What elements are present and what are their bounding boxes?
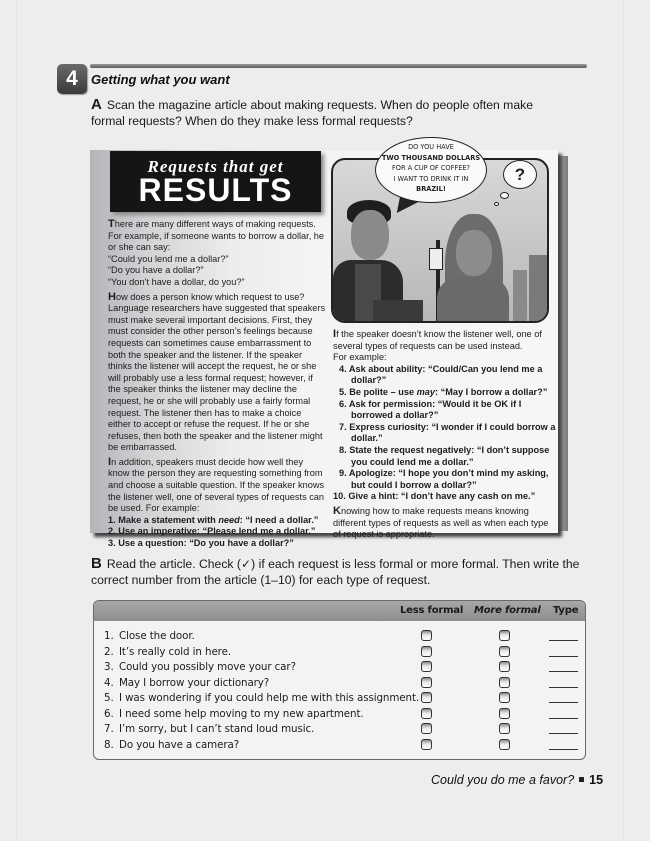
table-row: [94, 645, 585, 661]
more-formal-checkbox[interactable]: [499, 630, 510, 641]
paragraph-text: here are many different ways of making requests. For example, if someone wants to borrow a dollar, he or she can say:: [108, 219, 325, 253]
building-icon: [529, 255, 547, 323]
article-left-column: [108, 219, 326, 553]
exercise-a-instruction: [91, 97, 561, 129]
building-icon: [513, 270, 527, 323]
page-edge: [623, 0, 624, 841]
formality-table: [93, 600, 586, 760]
request-text: 5. I was wondering if you could help me with this assignment.: [104, 692, 420, 704]
request-type-item: 5. Be polite – use may: “May I borrow a dollar?”: [339, 386, 548, 397]
more-formal-checkbox[interactable]: [499, 708, 510, 719]
table-rows: [94, 629, 585, 753]
less-formal-checkbox[interactable]: [421, 630, 432, 641]
table-row: [94, 691, 585, 707]
woman-figure: [437, 278, 509, 323]
article-paragraph-3: [108, 457, 326, 550]
request-text: 2. It’s really cold in here.: [104, 645, 231, 658]
more-formal-checkbox[interactable]: [499, 661, 510, 672]
table-row: [94, 676, 585, 692]
speech-line: DO YOU HAVE: [408, 143, 454, 151]
type-answer-blank[interactable]: [549, 718, 578, 719]
page-number: 15: [589, 773, 604, 787]
article-paragraph-2: [108, 292, 326, 454]
thought-bubble-dot: [500, 192, 509, 199]
paragraph-text: nowing how to make requests means knowing different types of requests as well as when each type of request is appropriate.: [333, 505, 549, 540]
less-formal-checkbox[interactable]: [421, 708, 432, 719]
drop-cap: I: [108, 455, 112, 468]
more-formal-checkbox[interactable]: [499, 677, 510, 688]
sign: [429, 248, 443, 270]
column-header-more-formal: More formal: [474, 605, 541, 616]
drop-cap: H: [108, 290, 116, 303]
column-header-type: Type: [553, 605, 579, 616]
more-formal-checkbox[interactable]: [499, 723, 510, 734]
square-bullet-icon: [579, 777, 584, 782]
unit-title: Could you do me a favor?: [431, 773, 575, 787]
table-row: [94, 738, 585, 754]
request-type-item: 7. Express curiosity: “I wonder if I could borrow a dollar.”: [339, 421, 556, 444]
example-quote: “Could you lend me a dollar?”: [108, 253, 229, 264]
speech-line: BRAZIL!: [416, 185, 446, 193]
section-number-badge: 4: [57, 64, 87, 94]
exercise-a-text: Scan the magazine article about making requests. When do people often make formal requests? When do they make less formal requests?: [91, 98, 533, 128]
page-footer: [431, 773, 603, 787]
woman-face: [456, 230, 492, 276]
speech-line: FOR A CUP OF COFFEE?: [391, 164, 471, 172]
example-quote: “You don’t have a dollar, do you?”: [108, 276, 245, 287]
table-row: [94, 629, 585, 645]
section-divider: [90, 64, 587, 68]
thought-bubble-dot: [494, 202, 499, 206]
less-formal-checkbox[interactable]: [421, 692, 432, 703]
request-type-item: 4. Ask about ability: “Could/Can you lend me a dollar?”: [339, 363, 543, 386]
drop-cap: I: [333, 328, 337, 340]
type-answer-blank[interactable]: [549, 749, 578, 750]
less-formal-checkbox[interactable]: [421, 739, 432, 750]
article-title-box: [110, 151, 321, 212]
man-head: [351, 210, 389, 260]
table-row: [94, 722, 585, 738]
speech-bubble-text: [375, 142, 487, 195]
drop-cap: T: [108, 218, 115, 230]
for-example-label: For example:: [333, 352, 387, 363]
request-text: 1. Close the door.: [104, 630, 195, 642]
counter: [373, 300, 423, 323]
request-type-item: 3. Use a question: “Do you have a dollar?”: [108, 538, 294, 549]
less-formal-checkbox[interactable]: [421, 677, 432, 688]
request-text: 7. I’m sorry, but I can’t stand loud music.: [104, 723, 315, 735]
section-title: Getting what you want: [91, 72, 230, 87]
type-answer-blank[interactable]: [549, 733, 578, 734]
paragraph-text: f the speaker doesn’t know the listener well, one of several types of requests can be used instead.: [333, 329, 542, 351]
less-formal-checkbox[interactable]: [421, 661, 432, 672]
paragraph-text: ow does a person know which request to use? Language researchers have suggested that speakers must make several important decisions. First, they must consider the other person’s feelings because requests can sometimes cause embarrassment to both the speaker and the listener. If the speaker thinks the listener will accept the request, he or she will probably use a less formal request; however, if the speaker thinks the listener may decline the request, he or she will probably use a fairly formal request. The listener then has to make a choice either to accept or refuse the request. If he or she refuses, then both the speaker and the listener might be embarrassed.: [108, 291, 326, 453]
type-answer-blank[interactable]: [549, 640, 578, 641]
request-text: 4. May I borrow your dictionary?: [104, 676, 270, 689]
request-type-item: 9. Apologize: “I hope you don’t mind my asking, but could I borrow a dollar?”: [339, 468, 549, 490]
article-paragraph-1: [108, 219, 326, 289]
article-right-column: [333, 329, 558, 544]
drop-cap: K: [333, 504, 341, 517]
request-text: 8. Do you have a camera?: [104, 738, 240, 751]
request-type-item: 2. Use an imperative: “Please lend me a dollar.”: [108, 526, 316, 537]
less-formal-checkbox[interactable]: [421, 723, 432, 734]
less-formal-checkbox[interactable]: [421, 646, 432, 657]
exercise-b-instruction: [91, 556, 591, 588]
article-title-line1: Requests that get: [147, 157, 284, 176]
speech-line: I WANT TO DRINK IT IN: [393, 174, 469, 183]
request-text: 3. Could you possibly move your car?: [104, 661, 296, 673]
more-formal-checkbox[interactable]: [499, 692, 510, 703]
request-type-item: 1. Make a statement with need: “I need a dollar.”: [108, 514, 319, 525]
type-answer-blank[interactable]: [549, 656, 578, 657]
exercise-letter-b: B: [91, 555, 102, 572]
type-answer-blank[interactable]: [549, 671, 578, 672]
page-edge: [16, 0, 17, 841]
example-quote: “Do you have a dollar?”: [108, 265, 204, 276]
exercise-b-text: Read the article. Check (✓) if each request is less formal or more formal. Then write the correct number from the article (1–10) for each type of request.: [91, 557, 580, 587]
speech-line: TWO THOUSAND DOLLARS: [381, 153, 481, 162]
table-row: [94, 660, 585, 676]
thought-bubble-question-icon: ?: [503, 160, 537, 189]
request-type-item: 6. Ask for permission: “Would it be OK if I borrowed a dollar?”: [339, 398, 522, 421]
type-answer-blank[interactable]: [549, 687, 578, 688]
article-paragraph-4: [333, 329, 558, 503]
more-formal-checkbox[interactable]: [499, 646, 510, 657]
request-text: 6. I need some help moving to my new apartment.: [104, 707, 364, 720]
request-type-item: 10. Give a hint: “I don’t have any cash on me.”: [333, 491, 536, 502]
article-title-line2: RESULTS: [138, 172, 293, 208]
column-header-less-formal: Less formal: [400, 605, 464, 616]
exercise-letter-a: A: [91, 96, 102, 113]
more-formal-checkbox[interactable]: [499, 739, 510, 750]
article-paragraph-5: [333, 506, 558, 541]
request-type-item: 8. State the request negatively: “I don’t suppose you could lend me a dollar.”: [339, 444, 550, 467]
paragraph-text: n addition, speakers must decide how well they know the person they are requesting something from and choose a suitable question. If the speaker knows the listener well, one of several types of requests can be used. For example:: [108, 456, 325, 514]
table-row: [94, 707, 585, 723]
type-answer-blank[interactable]: [549, 702, 578, 703]
table-header: [94, 601, 585, 621]
